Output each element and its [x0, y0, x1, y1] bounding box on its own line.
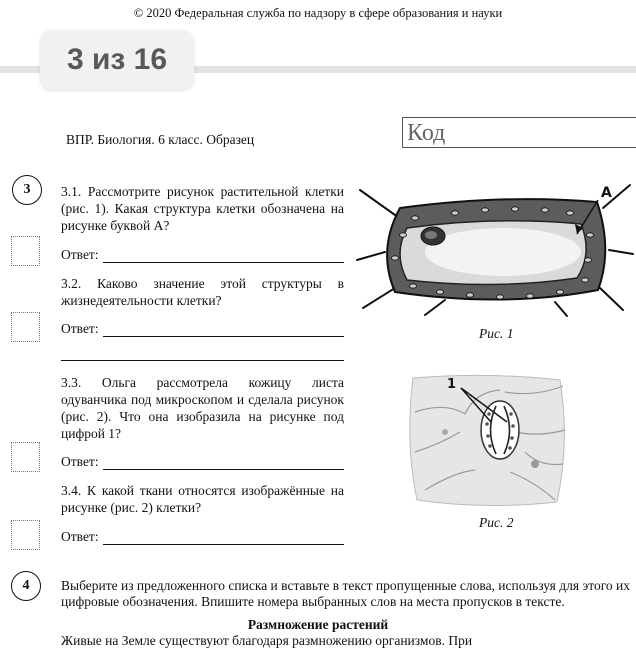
- task-number-3: 3: [12, 175, 42, 205]
- section-title: Размножение растений: [247, 617, 389, 632]
- page-indicator-badge: 3 из 16: [40, 30, 194, 90]
- question-3-4: 3.4. К какой ткани относятся изображённые на рисунке (рис. 2) клетки?: [61, 483, 344, 515]
- figure-1-caption: Рис. 1: [479, 326, 514, 341]
- answer-label: Ответ:: [61, 529, 99, 544]
- question-3-3: 3.3. Ольга рассмотрела кожицу листа одуванчика под микроскопом и сделала рисунок (рис. 2). Что она изобразила на рисунке под цифрой 1?: [61, 375, 344, 441]
- document-title: ВПР. Биология. 6 класс. Образец: [66, 132, 255, 147]
- question-3-2: 3.2. Каково значение этой структуры в жизнедеятельности клетки?: [61, 276, 344, 308]
- answer-line-3-3[interactable]: [61, 454, 344, 470]
- task-number-4: 4: [11, 571, 41, 601]
- task-4-text-fragment: Живые на Земле существуют благодаря размножению организмов. При: [61, 633, 473, 648]
- answer-line-3-1[interactable]: [61, 247, 344, 263]
- answer-line-3-2[interactable]: [61, 321, 344, 337]
- code-field[interactable]: Код: [402, 117, 636, 148]
- answer-label: Ответ:: [61, 321, 99, 336]
- figure-2-caption: Рис. 2: [479, 515, 514, 530]
- figure-2-label-1: 1: [447, 377, 457, 392]
- answer-label: Ответ:: [61, 454, 99, 469]
- answer-line-3-4[interactable]: [61, 529, 344, 545]
- answer-label: Ответ:: [61, 247, 99, 262]
- stomata-figure: [405, 372, 570, 510]
- figure-1-label-a: А: [601, 185, 612, 201]
- score-box-3-2[interactable]: [11, 312, 40, 342]
- answer-extra-line[interactable]: [61, 360, 344, 361]
- task-4-instruction: Выберите из предложенного списка и вставьте в текст пропущенные слова, используя для этого их цифровые обозначения. Впишите номера выбранных слов на места пропусков в тексте.: [61, 578, 631, 609]
- copyright-notice: © 2020 Федеральная служба по надзору в сфере образования и науки: [133, 6, 503, 20]
- score-box-3-4[interactable]: [11, 520, 40, 550]
- score-box-3-1[interactable]: [11, 236, 40, 266]
- plant-cell-figure: [355, 180, 636, 318]
- question-3-1: 3.1. Рассмотрите рисунок растительной клетки (рис. 1). Какая структура клетки обозначена на рисунке буквой А?: [61, 184, 344, 233]
- score-box-3-3[interactable]: [11, 442, 40, 472]
